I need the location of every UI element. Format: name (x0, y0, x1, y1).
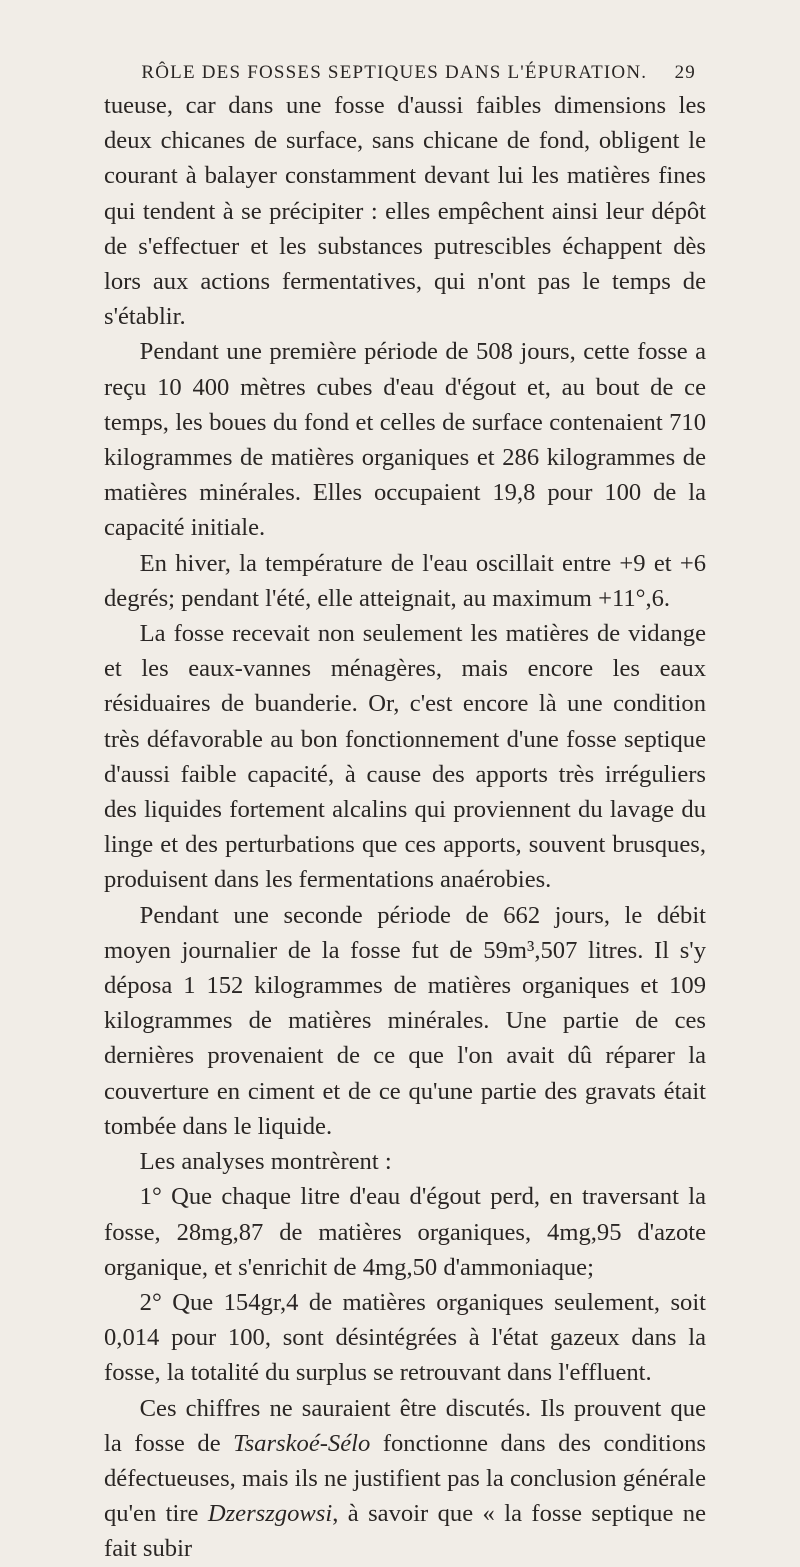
running-head-title: RÔLE DES FOSSES SEPTIQUES DANS L'ÉPURATION. (141, 62, 648, 83)
conclusion-text-a: Ces chiffres ne sauraient être discutés. Ils prouvent que la fosse de (104, 1394, 706, 1457)
body-text (104, 88, 706, 1567)
place-name: Tsarskoé-Sélo (233, 1429, 371, 1457)
paragraph-second-period: Pendant une seconde période de 662 jours, le débit moyen journalier de la fosse fut de 59m³,507 litres. Il s'y déposa 1 152 kilogrammes de matières organiques et 109 kilogrammes de matières minérales. Une partie de ces dernières provenaient de ce que l'on avait dû réparer la couverture en ciment et de ce qu'une partie des gravats était tombée dans le liquide. (104, 901, 706, 1140)
paragraph-laundry-waters: La fosse recevait non seulement les matières de vidange et les eaux-vannes ménagères, mais encore les eaux résiduaires de buanderie. Or, c'est encore là une condition très défavorable au bon fonctionnement d'une fosse septique d'aussi faible capacité, à cause des apports très irréguliers des liquides fortement alcalins qui proviennent du lavage du linge et des perturbations que ces apports, souvent brusques, produisent dans les fermentations anaérobies. (104, 620, 706, 894)
running-head (104, 62, 696, 84)
paragraph-conclusion (104, 1391, 706, 1567)
paragraph-first-period: Pendant une première période de 508 jours, cette fosse a reçu 10 400 mètres cubes d'eau d'égout et, au bout de ce temps, les boues du fond et celles de surface contenaient 710 kilogrammes de matières organiques et 286 kilogrammes de matières minérales. Elles occupaient 19,8 pour 100 de la capacité initiale. (104, 338, 706, 542)
author-name: Dzerszgowsi (207, 1500, 333, 1528)
conclusion-text-c: , à savoir que « la fosse septique ne fait subir (104, 1500, 706, 1563)
paragraph-result-2: 2° Que 154gr,4 de matières organiques seulement, soit 0,014 pour 100, sont désintégrées à l'état gazeux dans la fosse, la totalité du surplus se retrouvant dans l'effluent. (104, 1288, 706, 1387)
paragraph-continuation: tueuse, car dans une fosse d'aussi faibles dimensions les deux chicanes de surface, sans chicane de fond, obligent le courant à balayer constamment devant lui les matières fines qui tendent à se précipiter : elles empêchent ainsi leur dépôt de s'effectuer et les substances putrescibles échappent dès lors aux actions fermentatives, qui n'ont pas le temps de s'établir. (104, 92, 706, 331)
page-number: 29 (674, 62, 696, 83)
paragraph-analyses-intro: Les analyses montrèrent : (139, 1148, 392, 1176)
conclusion-text-b: fonctionne dans des conditions défectueuses, mais ils ne justifient pas la conclusion générale qu'en tire (104, 1429, 706, 1528)
paragraph-result-1: 1° Que chaque litre d'eau d'égout perd, en traversant la fosse, 28mg,87 de matières organiques, 4mg,95 d'azote organique, et s'enrichit de 4mg,50 d'ammoniaque; (104, 1183, 706, 1281)
paragraph-temperature: En hiver, la température de l'eau oscillait entre +9 et +6 degrés; pendant l'été, elle atteignait, au maximum +11°,6. (104, 549, 706, 612)
